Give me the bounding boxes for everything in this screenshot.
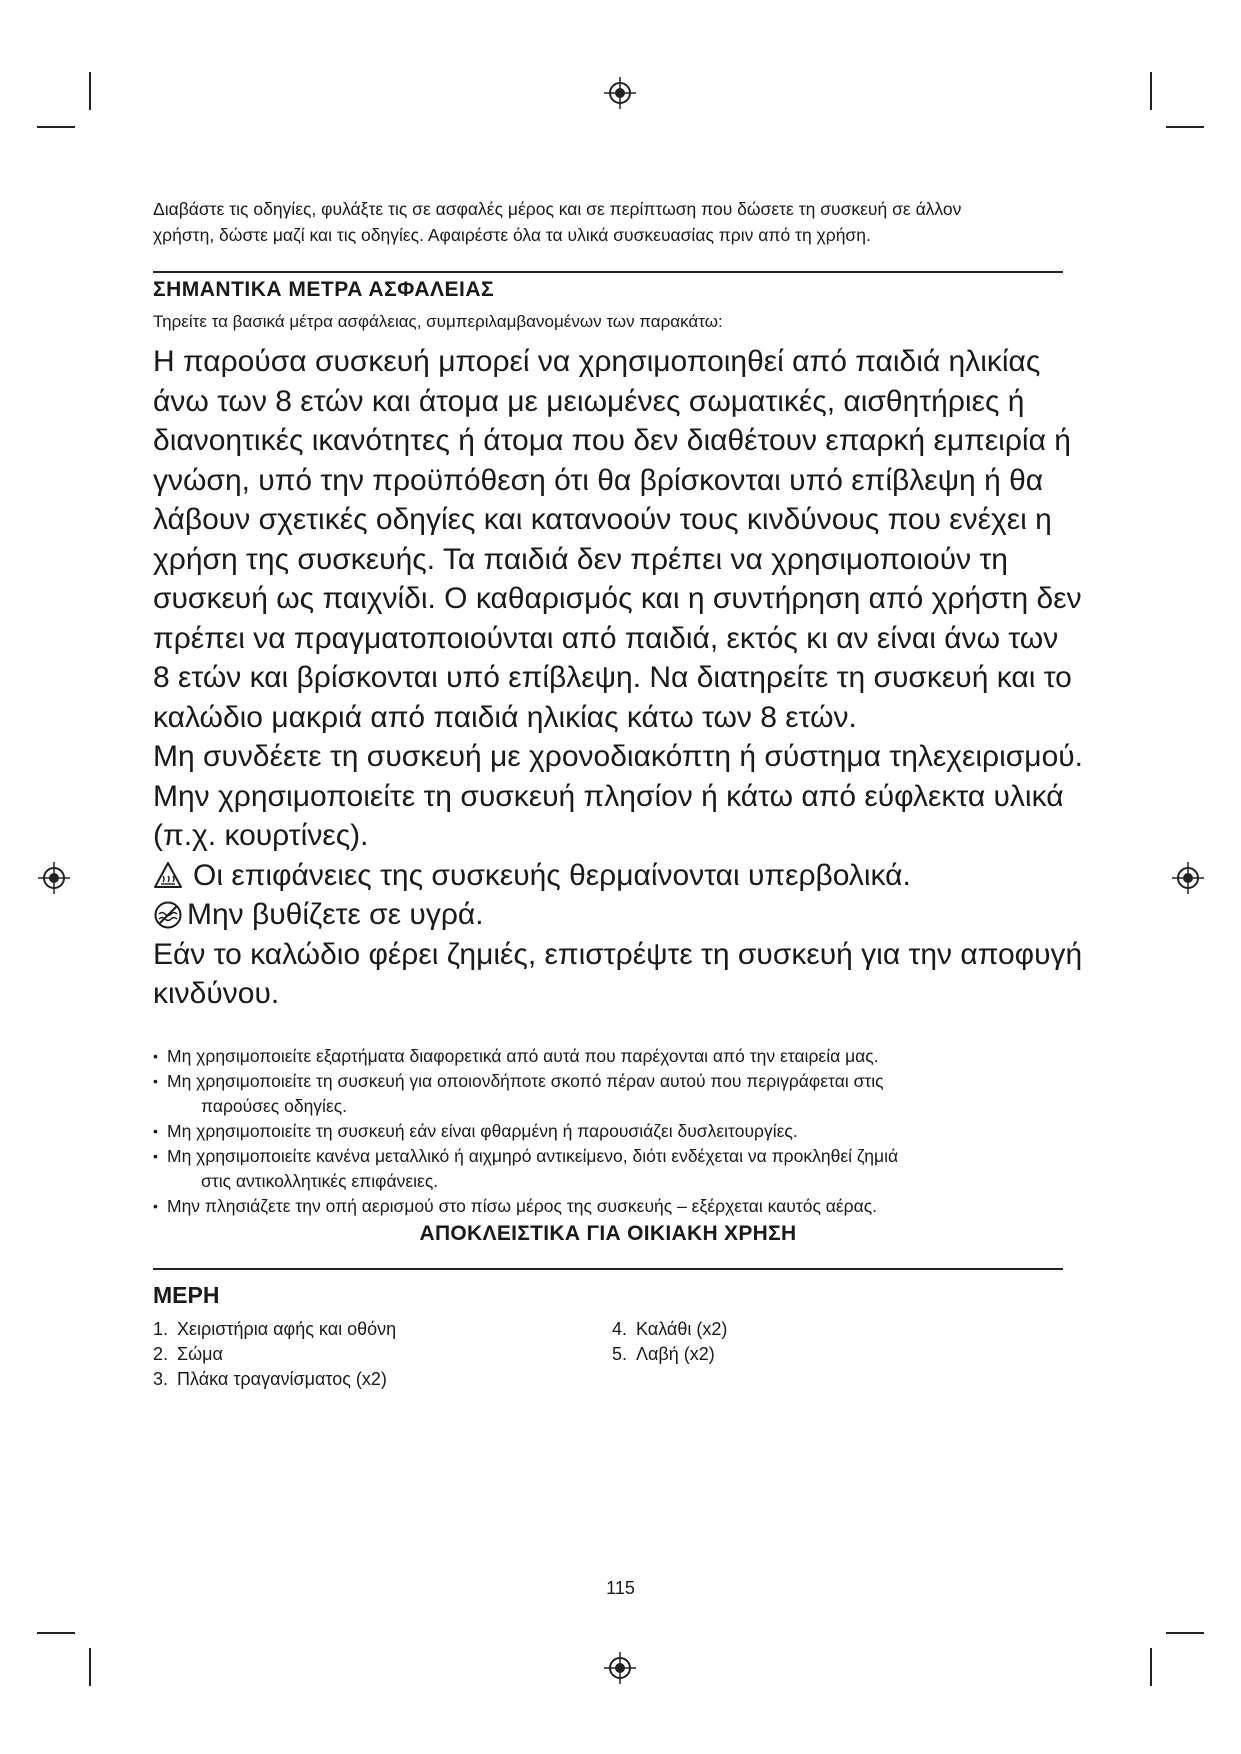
intro-text [153, 196, 1063, 248]
crop-mark [89, 1648, 91, 1686]
list-item [153, 1342, 396, 1367]
bullet-text-continued: στις αντικολλητικές επιφάνειες. [201, 1171, 439, 1191]
crop-mark [37, 1632, 75, 1634]
part-number: 1. [153, 1319, 169, 1339]
page-number: 115 [606, 1578, 635, 1598]
hot-surface-text: Οι επιφάνειες της συσκευής θερμαίνονται υπερβολικά. [193, 858, 911, 892]
intro-line: χρήστη, δώστε μαζί και τις οδηγίες. Αφαιρέστε όλα τα υλικά συσκευασίας πριν από τη χρήση. [153, 225, 871, 245]
bullet-text-continued: παρούσες οδηγίες. [201, 1096, 348, 1116]
parts-list-right [612, 1317, 727, 1367]
no-immerse-warning [153, 895, 1083, 935]
safety-observe-text: Τηρείτε τα βασικά μέτρα ασφάλειας, συμπεριλαμβανομένων των παρακάτω: [153, 312, 723, 331]
list-item [153, 1119, 1053, 1144]
list-item [153, 1367, 396, 1392]
list-item [153, 1044, 1053, 1069]
part-label: Καλάθι (x2) [636, 1319, 728, 1339]
registration-mark-icon [37, 861, 71, 895]
part-label: Λαβή (x2) [636, 1344, 715, 1364]
safety-heading: ΣΗΜΑΝΤΙΚΑ ΜΕΤΡΑ ΑΣΦΑΛΕΙΑΣ [153, 278, 495, 301]
crop-mark [37, 126, 75, 128]
list-item [612, 1342, 727, 1367]
part-label: Πλάκα τραγανίσματος (x2) [177, 1369, 387, 1389]
bullet-text: Μην πλησιάζετε την οπή αερισμού στο πίσω μέρος της συσκευής – εξέρχεται καυτός αέρας. [167, 1196, 878, 1216]
list-item [153, 1144, 1053, 1194]
part-number: 5. [612, 1344, 628, 1364]
bullet-text: Μη χρησιμοποιείτε εξαρτήματα διαφορετικά από αυτά που παρέχονται από την εταιρεία μας. [167, 1046, 879, 1066]
list-item [612, 1317, 727, 1342]
crop-mark [1166, 126, 1204, 128]
registration-mark-icon [603, 1651, 637, 1685]
hot-surface-warning [153, 856, 1083, 896]
parts-list-left [153, 1317, 396, 1392]
do-not-immerse-icon [153, 900, 183, 930]
safety-bullet-list [153, 1044, 1053, 1219]
section-divider [153, 1268, 1063, 1270]
parts-heading: ΜΕΡΗ [153, 1282, 220, 1308]
list-item [153, 1194, 1053, 1219]
registration-mark-icon [1171, 861, 1205, 895]
household-use-notice: ΑΠΟΚΛΕΙΣΤΙΚΑ ΓΙΑ ΟΙΚΙΑΚΗ ΧΡΗΣΗ [419, 1222, 797, 1245]
damaged-cord-text: Εάν το καλώδιο φέρει ζημιές, επιστρέψτε τη συσκευή για την αποφυγή κινδύνου. [153, 937, 1083, 1010]
bullet-text: Μη χρησιμοποιείτε τη συσκευή εάν είναι φθαρμένη ή παρουσιάζει δυσλειτουργίες. [167, 1121, 798, 1141]
bullet-text: Μη χρησιμοποιείτε κανένα μεταλλικό ή αιχμηρό αντικείμενο, διότι ενδέχεται να προκληθεί ζημιά [167, 1146, 899, 1166]
no-immerse-text: Μην βυθίζετε σε υγρά. [187, 898, 484, 931]
crop-mark [1166, 1632, 1204, 1634]
safety-paragraph: Η παρούσα συσκευή μπορεί να χρησιμοποιηθεί από παιδιά ηλικίας άνω των 8 ετών και άτομα με μειωμένες σωματικές, αισθητήριες ή διανοητικές ικανότητες ή άτομα που δεν διαθέτουν επαρκή εμπειρία ή γνώση, υπό την προϋπόθεση ότι θα βρίσκονται υπό επίβλεψη ή θα λάβουν σχετικές οδηγίες και κατανοούν τους κινδύνους που ενέχει η χρήση της συσκευής. Τα παιδιά δεν πρέπει να χρησιμοποιούν τη συσκευή ως παιχνίδι. Ο καθαρισμός και η συντήρηση από χρήστη δεν πρέπει να πραγματοποιούνται από παιδιά, εκτός κι αν είναι άνω των 8 ετών και βρίσκονται υπό επίβλεψη. Να διατηρείτε τη συσκευή και το καλώδιο μακριά από παιδιά ηλικίας κάτω των 8 ετών. [153, 345, 1082, 734]
crop-mark [1150, 72, 1152, 110]
crop-mark [89, 72, 91, 110]
hot-surface-warning-icon [153, 861, 183, 889]
list-item [153, 1317, 396, 1342]
part-label: Σώμα [177, 1344, 223, 1364]
intro-line: Διαβάστε τις οδηγίες, φυλάξτε τις σε ασφαλές μέρος και σε περίπτωση που δώσετε τη συσκευή σε άλλον [153, 199, 962, 219]
safety-paragraph: Μη συνδέετε τη συσκευή με χρονοδιακόπτη ή σύστημα τηλεχειρισμού. [153, 740, 1083, 773]
safety-warnings-large [153, 342, 1083, 1014]
part-number: 4. [612, 1319, 628, 1339]
bullet-text: Μη χρησιμοποιείτε τη συσκευή για οποιονδήποτε σκοπό πέραν αυτού που περιγράφεται στις [167, 1071, 884, 1091]
list-item [153, 1069, 1053, 1119]
part-number: 2. [153, 1344, 169, 1364]
section-divider [153, 271, 1063, 273]
registration-mark-icon [603, 76, 637, 110]
part-label: Χειριστήρια αφής και οθόνη [177, 1319, 397, 1339]
safety-paragraph: Μην χρησιμοποιείτε τη συσκευή πλησίον ή κάτω από εύφλεκτα υλικά (π.χ. κουρτίνες). [153, 779, 1064, 852]
part-number: 3. [153, 1369, 169, 1389]
crop-mark [1150, 1648, 1152, 1686]
